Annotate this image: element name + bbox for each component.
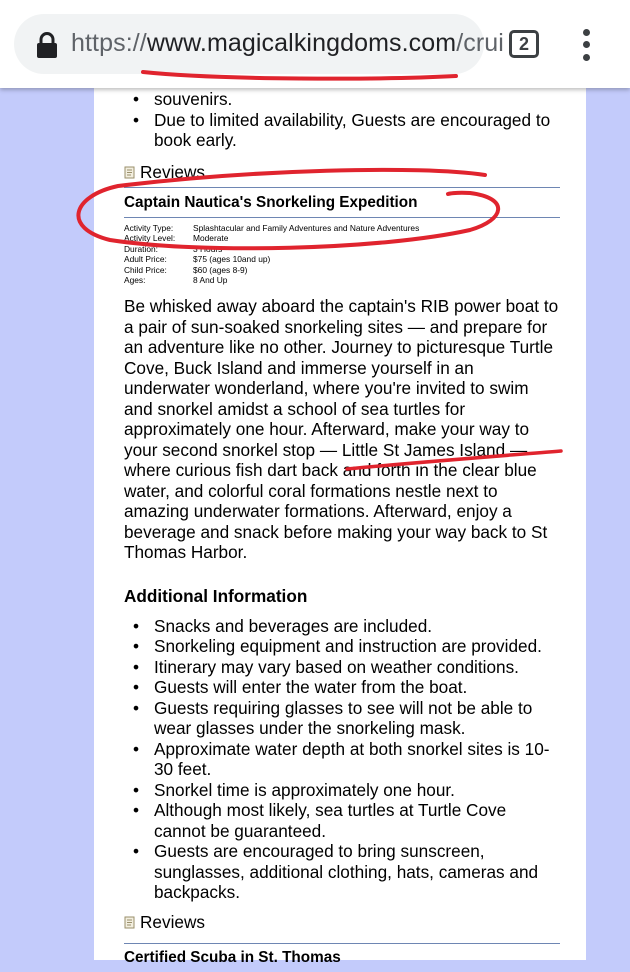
- detail-value: Moderate: [193, 233, 229, 244]
- content-inner: [124, 88, 560, 972]
- reviews-icon: [124, 166, 136, 179]
- detail-row: [124, 275, 560, 286]
- list-item-text: Guests will enter the water from the boat.: [154, 677, 468, 698]
- list-item: [124, 698, 560, 739]
- activity-title: Captain Nautica's Snorkeling Expedition: [124, 193, 418, 211]
- reviews-label: Reviews: [140, 162, 205, 182]
- address-bar[interactable]: [14, 14, 504, 74]
- top-bullet-list: [124, 89, 560, 151]
- list-item-text: Approximate water depth at both snorkel sites is 10-30 feet.: [154, 738, 550, 780]
- list-item: [124, 800, 560, 841]
- detail-row: [124, 233, 560, 244]
- browser-toolbar: [0, 0, 630, 88]
- detail-row: [124, 254, 560, 265]
- detail-label: Activity Level:: [124, 233, 176, 244]
- reviews-label: Reviews: [140, 912, 205, 933]
- url-text[interactable]: [71, 29, 504, 58]
- list-item-text: Due to limited availability, Guests are encouraged to book early.: [154, 109, 551, 150]
- reviews-link[interactable]: [124, 912, 560, 934]
- detail-value: $75 (ages 10and up): [193, 254, 271, 265]
- detail-value: 8 And Up: [193, 275, 228, 286]
- page-content: [94, 88, 586, 966]
- activity-details: [124, 223, 560, 287]
- detail-label: Activity Type:: [124, 222, 174, 233]
- url-host: www.magicalkingdoms.com: [146, 29, 457, 57]
- detail-value: Splashtacular and Family Adventures and Nature Adventures: [193, 222, 420, 233]
- url-path: /crui: [456, 29, 504, 57]
- detail-row: [124, 244, 560, 255]
- divider: [124, 187, 560, 188]
- lock-icon: [36, 32, 58, 58]
- additional-info-list: [124, 616, 560, 903]
- list-item-text: Guests are encouraged to bring sunscreen, sunglasses, additional clothing, hats, cameras and backpacks.: [154, 841, 539, 903]
- next-activity-title: Certified Scuba in St. Thomas: [124, 948, 341, 966]
- list-item-text: Snorkeling equipment and instruction are provided.: [154, 636, 542, 657]
- detail-label: Ages:: [124, 275, 146, 286]
- additional-info-heading: Additional Information: [124, 585, 308, 606]
- list-item: [124, 110, 560, 151]
- list-item: [124, 616, 560, 637]
- detail-label: Child Price:: [124, 264, 167, 275]
- reviews-icon: [124, 916, 136, 929]
- tab-switcher-button[interactable]: 2: [509, 30, 539, 58]
- list-item-text: Itinerary may vary based on weather conditions.: [154, 656, 519, 677]
- list-item: [124, 739, 560, 780]
- list-item: [124, 657, 560, 678]
- list-item: [124, 841, 560, 903]
- detail-value: $60 (ages 8-9): [193, 264, 248, 275]
- detail-row: [124, 223, 560, 234]
- detail-value: 3 Hours: [193, 243, 223, 254]
- detail-label: Adult Price:: [124, 254, 167, 265]
- list-item: [124, 89, 560, 110]
- list-item: [124, 780, 560, 801]
- detail-row: [124, 265, 560, 276]
- divider: [124, 217, 560, 218]
- detail-label: Duration:: [124, 243, 158, 254]
- list-item-text: Although most likely, sea turtles at Turtle Cove cannot be guaranteed.: [154, 800, 507, 841]
- list-item: [124, 677, 560, 698]
- list-item: [124, 636, 560, 657]
- list-item-text: Guests requiring glasses to see will not be able to wear glasses under the snorkeling mask.: [154, 697, 533, 739]
- list-item-text: Snacks and beverages are included.: [154, 615, 433, 636]
- list-item-text: Snorkel time is approximately one hour.: [154, 779, 455, 800]
- list-item-text: souvenirs.: [154, 89, 233, 109]
- overflow-menu-icon[interactable]: [576, 28, 596, 62]
- activity-description: Be whisked away aboard the captain's RIB power boat to a pair of sun-soaked snorkeling sites — and prepare for an adventure like no other. Journey to picturesque Turtle Cove, Buck Island and immerse yourself in an underwater wonderland, where you're invited to swim and snorkel amidst a school of sea turtles for approximately one hour. Afterward, make your way to your second snorkel stop — Little St James Island — where curious fish dart back and forth in the clear blue water, and colorful coral formations nestle next to amazing underwater formations. Afterward, enjoy a beverage and snack before making your way back to St Thomas Harbor.: [124, 296, 559, 563]
- url-scheme: https://: [71, 29, 147, 57]
- reviews-link[interactable]: [124, 162, 560, 184]
